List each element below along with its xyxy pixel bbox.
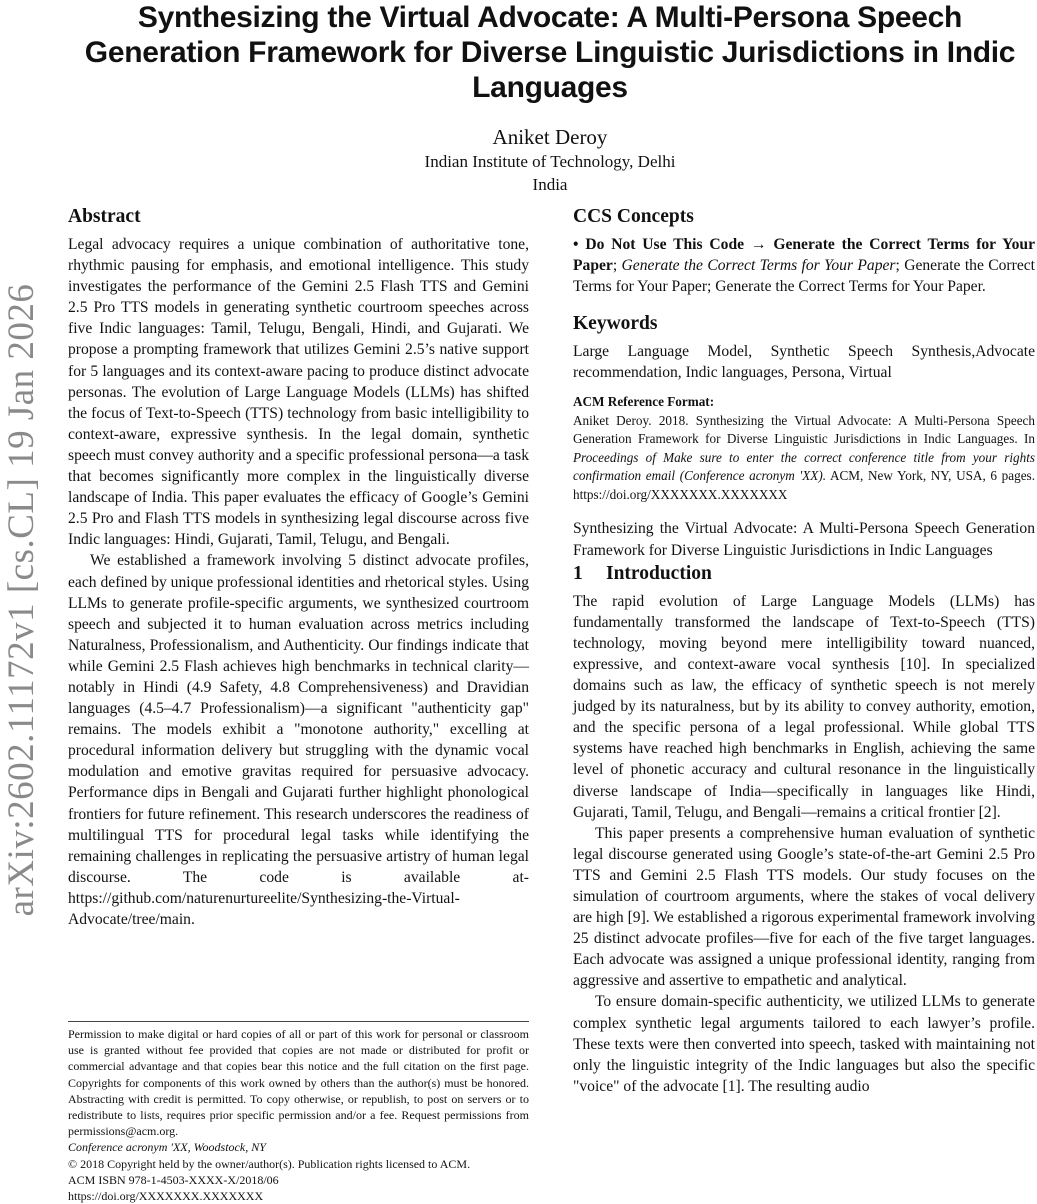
keywords-section — [573, 311, 1035, 383]
reference-publisher-doi: ACM, New York, NY, USA, 6 pages. https://doi.org/XXXXXXX.XXXXXXX — [573, 468, 1035, 502]
intro-paragraph-2: This paper presents a comprehensive human evaluation of synthetic legal discourse generated using Google’s state-of-the-art Gemini 2.5 Pro TTS and Gemini 2.5 Flash TTS models. Our study focuses on the simulation of courtroom arguments, where the stakes of vocal delivery are high [9]. We established a rigorous experimental framework involving 25 distinct advocate profiles—five for each of the five target languages. Each advocate was assigned a unique professional identity, ranging from aggressive and assertive to empathetic and analytical. — [573, 824, 1035, 990]
section-title: Introduction — [606, 562, 712, 584]
permission-notice: Permission to make digital or hard copies of all or part of this work for personal or classroom use is granted without fee provided that copies are not made or distributed for profit or commercial advantage and that copies bear this notice and the full citation on the first page. Copyrights for components of this work owned by others than the author(s) must be honored. Abstracting with credit is permitted. To copy otherwise, or republish, to post on servers or to redistribute to lists, requires prior specific permission and/or a fee. Request permissions from permissions@acm.org. — [68, 1027, 529, 1139]
doi-link[interactable]: https://doi.org/XXXXXXX.XXXXXXX — [68, 1189, 264, 1204]
intro-paragraph-3: To ensure domain-specific authenticity, we utilized LLMs to generate complex synthetic legal arguments tailored to each lawyer’s profile. These texts were then converted into speech, tasked with maintaining not only the linguistic integrity of the Indic languages but also the specific "voice" of the advocate [1]. The resulting audio — [573, 993, 1035, 1095]
introduction-section — [573, 561, 1035, 1097]
author-block — [60, 124, 1037, 196]
introduction-heading — [573, 561, 1035, 587]
abstract-paragraph-2: We established a framework involving 5 distinct advocate profiles, each defined by unique professional identities and rhetorical styles. Using LLMs to generate profile-specific arguments, we synthesized courtroom speech and subjected it to human evaluation across metrics including Naturalness, Professionalism, and Authenticity. Our findings indicate that while Gemini 2.5 Flash achieves high benchmarks in technical clarity—notably in Hindi (4.9 Safety, 4.8 Comprehensiveness) and Dravidian languages (4.5–4.7 Professionalism)—a significant "authenticity gap" remains. The models exhibit a "monotone authority," excelling at procedural information delivery but struggling with the dynamic vocal modulation and emotive gravitas required for persuasive advocacy. Performance dips in Bengali and Gujarati further highlight phonological frontiers for future refinement. This research underscores the readiness of multilingual TTS for procedural legal tasks while identifying the remaining challenges in replicating the persuasive artistry of human legal discourse. The code is available at-https://github.com/naturenurtureelite/Synthesizing-the-Virtual-Advocate/tree/main. — [68, 552, 529, 928]
abstract-section — [68, 204, 529, 930]
ccs-concepts-heading: CCS Concepts — [573, 206, 694, 227]
abstract-paragraph-1: Legal advocacy requires a unique combination of authoritative tone, rhythmic pausing for emphasis, and emotional intelligence. This study investigates the performance of the Gemini 2.5 Flash TTS and Gemini 2.5 Pro TTS models in generating synthetic courtroom speeches across five Indic languages: Tamil, Telugu, Bengali, Hindi, and Gujarati. We propose a prompting framework that utilizes Gemini 2.5’s native support for 5 languages and its context-aware pacing to produce distinct advocate personas. The evolution of Large Language Models (LLMs) has shifted the focus of Text-to-Speech (TTS) technology from basic intelligibility to context-aware, expressive synthesis. In the legal domain, synthetic speech must convey authority and a specific professional persona—a task that becomes significantly more complex in the linguistically diverse landscape of India. This paper evaluates the efficacy of Google’s Gemini 2.5 Pro and Flash TTS models in synthesizing legal discourse across five Indic languages: Hindi, Gujarati, Tamil, Telugu, and Bengali. — [68, 236, 529, 549]
isbn-line: ACM ISBN 978-1-4503-XXXX-X/2018/06 — [68, 1172, 279, 1187]
ccs-separator: ; — [612, 257, 622, 275]
keywords-text: Large Language Model, Synthetic Speech Synthesis,Advocate recommendation, Indic languages, Persona, Virtual — [573, 343, 1035, 382]
author-affiliation: Indian Institute of Technology, Delhi — [424, 152, 676, 171]
author-country: India — [532, 175, 568, 194]
ccs-concepts-section — [573, 204, 1035, 297]
abstract-heading: Abstract — [68, 206, 141, 227]
arxiv-identifier-stamp: arXiv:2602.11172v1 [cs.CL] 19 Jan 2026 — [1, 283, 42, 917]
reference-format-label: ACM Reference Format: — [573, 394, 715, 410]
ccs-secondary-term: Generate the Correct Terms for Your Paper — [621, 257, 896, 275]
ccs-concepts-text — [573, 234, 1035, 297]
keywords-heading: Keywords — [573, 313, 658, 335]
ccs-bullet: • — [573, 236, 579, 253]
reference-citation-text: Aniket Deroy. 2018. Synthesizing the Virtual Advocate: A Multi-Persona Speech Generation Framework for Diverse Linguistic Jurisdictions in Indic Languages. In — [573, 412, 1035, 447]
reference-proceedings: Proceedings of Make sure to enter the correct conference title from your rights confirmation email (Conference acronym 'XX). — [573, 449, 1035, 484]
intro-paragraph-1: The rapid evolution of Large Language Models (LLMs) has fundamentally transformed the landscape of Text-to-Speech (TTS) technology, moving beyond mere intelligibility toward nuanced, expressive, and context-aware vocal synthesis [10]. In specialized domains such as law, the efficacy of synthetic speech is not merely judged by its naturalness, but by its ability to convey authority, emotion, and the specific persona of a legal professional. While global TTS systems have reached high benchmarks in English, achieving the same level of phonetic accuracy and cultural resonance in the linguistically diverse landscape of India—specifically in languages like Hindi, Gujarati, Tamil, Telugu, and Bengali—remains a critical frontier [2]. — [573, 592, 1035, 821]
paper-title: Synthesizing the Virtual Advocate: A Multi-Persona Speech Generation Framework for Diverse Linguistic Jurisdictions in Indic Languages — [84, 1, 1016, 104]
ccs-primary-term: Do Not Use This Code → Generate the Correct Terms for Your Paper — [573, 236, 1035, 275]
left-column — [68, 204, 529, 930]
acm-reference-format — [573, 393, 1035, 504]
section-number: 1 — [573, 562, 583, 584]
copyright-line: © 2018 Copyright held by the owner/author(s). Publication rights licensed to ACM. — [68, 1156, 471, 1171]
short-title: Synthesizing the Virtual Advocate: A Multi-Persona Speech Generation Framework for Diverse Linguistic Jurisdictions in Indic Languages — [573, 520, 1035, 559]
copyright-footnote — [68, 1021, 529, 1204]
author-name: Aniket Deroy — [492, 125, 608, 149]
right-column — [573, 204, 1035, 1097]
ccs-other-terms: ; Generate the Correct Terms for Your Paper; Generate the Correct Terms for Your Paper. — [573, 257, 1035, 296]
conference-venue: Conference acronym 'XX, Woodstock, NY — [68, 1140, 266, 1155]
